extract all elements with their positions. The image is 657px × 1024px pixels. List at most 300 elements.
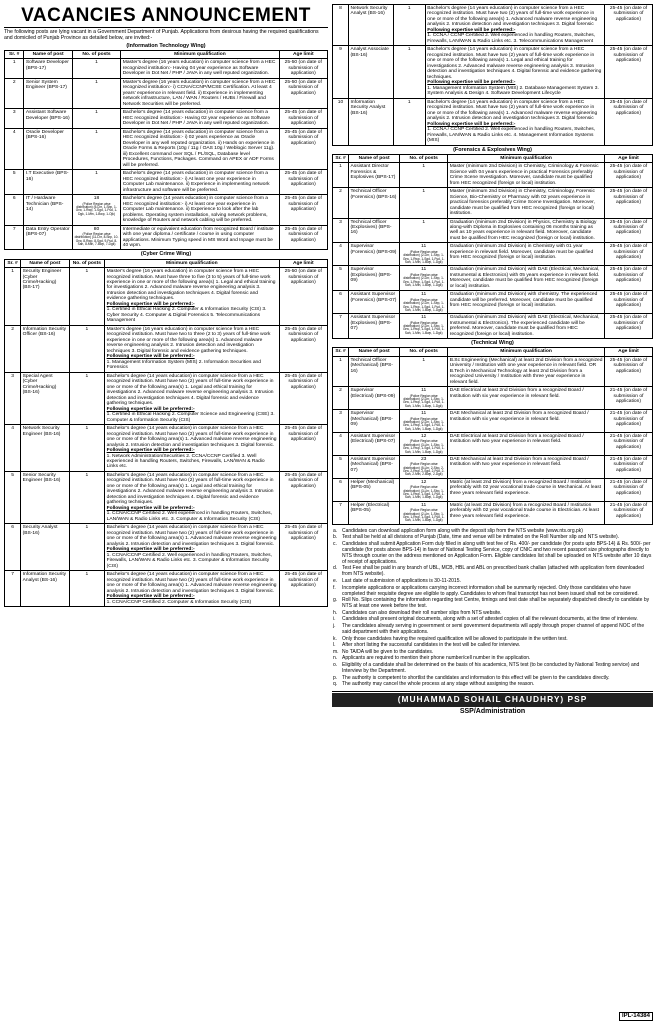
number-of-posts-cell <box>400 501 448 524</box>
region-distribution: (Police Region wise distribution) (5-Lhr, 1-Sbp, 1-Grw, 1-Rwp, 1-Sgd, 1-Fsd, 1-Dgk, 1-Mtn, 1-Bwp, 1-Ojk) <box>75 201 118 216</box>
col-qualification: Minimum qualification <box>448 154 605 162</box>
age-limit: 21-45 (on date of submission of application) <box>604 501 652 524</box>
instruction-item: a. Candidates can download application form along with the deposit slip from the NTS website (www.nts.org.pk) <box>340 528 653 534</box>
qualification-cell <box>448 188 605 218</box>
number-of-posts-cell <box>400 163 448 188</box>
post-name: Helper (Mechanical) (BPS-05) <box>349 478 400 501</box>
table-row <box>5 425 328 472</box>
qualification-text: Bachelor's degree (14 years education) in computer science from a HEC recognized institution:- i) At least one year experience in Computer Lab maintenance. ii) Experience in implementing network infrastructure and software will be preferred. <box>122 171 270 193</box>
age-limit: 25-45 (on date of submission of application) <box>604 218 652 243</box>
number-of-posts: 1 <box>85 525 89 531</box>
qualification-cell <box>425 98 604 145</box>
serial-number: 1 <box>333 356 349 386</box>
table-row <box>5 471 328 523</box>
preferred-expertise-heading: Following expertise will be preferred:- <box>106 505 195 511</box>
number-of-posts: 1 <box>85 326 89 332</box>
number-of-posts: 1 <box>95 79 98 85</box>
qualification-cell <box>448 243 605 266</box>
instruction-item: g. Roll No. Slips containing the information regarding test Centre, timings and test date shall be separately dispatched directly to candidate by NTS at least one week before the test. <box>340 597 653 609</box>
instruction-item: m. No TA/DA will be given to the candidates. <box>340 649 653 655</box>
number-of-posts-cell <box>69 425 105 472</box>
post-name: Information Security Analyst (BS-16) <box>349 98 394 145</box>
post-name: Senior Security Engineer (BS-16) <box>21 471 69 523</box>
serial-number: 8 <box>333 5 349 46</box>
serial-number: 1 <box>5 59 24 78</box>
region-distribution: (Police Region wise distribution) (2-Lhr, 1-Sbp, 1-Grw, 1-Rwp, 1-Sgd, 1-Fsd, 1-Sah, 1-Mtn, 1-Bwp, 1-Dgk) <box>402 416 445 431</box>
post-name: Software Developer (BPS-17) <box>24 59 72 78</box>
reference-number: IPL-14384 <box>619 1012 653 1021</box>
post-name: Assistant Supervisor (Mechanical) (BPS-07) <box>349 455 400 478</box>
serial-number: 6 <box>5 195 24 225</box>
age-limit: 25-45 (on date of submission of application) <box>279 195 327 225</box>
table-row <box>5 195 328 225</box>
post-name: Network Security Engineer (BS-16) <box>21 425 69 472</box>
number-of-posts: 11 <box>421 388 427 394</box>
qualification-text: Graduation (minimum 2nd Division) with DAE (Electrical, Mechanical, Instrumental & Electronics). The experienced candidate will be preferred. Moreover, candidate must be qualified from HEC recognized (foreign or local) institution. <box>449 315 600 337</box>
qualification-cell <box>105 471 279 523</box>
qualification-text: Graduation (minimum 2nd Division) with chemistry. The experienced candidate will be preferred. Moreover, candidate must be qualified from HEC recognized (foreign or local) institution. <box>449 292 598 309</box>
table-row <box>333 98 653 145</box>
post-name: Supervisor (Explosives) (BPS-09) <box>349 266 400 291</box>
signatory-name: (MUHAMMAD SOHAIL CHAUDHRY) PSP <box>332 693 653 706</box>
preferred-expertise-items: 1. Certified in Ethical Hacking 2. Computer & Information Security (CIS) 3. Cyber Security 4. Computer & Digital Forensics 5. Telecommunications Management <box>106 307 267 324</box>
table-row <box>333 387 653 410</box>
number-of-posts: 1 <box>85 426 89 432</box>
number-of-posts: 1 <box>422 357 426 363</box>
number-of-posts-cell <box>69 524 105 571</box>
table-row <box>333 266 653 291</box>
table-row <box>333 356 653 386</box>
instruction-item: p. The authority is competent to shortlist the candidates and information to this effect will be given to the candidates directly. <box>340 675 653 681</box>
age-limit: 25-45 (on date of submission of application) <box>604 46 652 98</box>
number-of-posts-cell <box>393 5 425 46</box>
preferred-expertise-heading: Following expertise will be preferred:- <box>427 27 516 33</box>
age-limit: 25-45 (on date of submission of application) <box>279 225 327 250</box>
preferred-expertise-items: 1. Management Information System (MIS) 2. Database Management System 3. System Analysis & Design 4. Software Development Lifecycle <box>427 85 599 97</box>
serial-number: 2 <box>333 188 349 218</box>
qualification-cell <box>105 268 279 326</box>
region-distribution: (Police Region wise distribution) (3-Lhr, 1-Sbp, 1-Grw, 1-Rwp, 1-Sgd, 1-Fsd, 1-Sah, 1-Mtn, 1-Bwp, 1-Dgk) <box>402 439 445 454</box>
col-posts: No. of posts <box>400 348 448 356</box>
number-of-posts: 80 <box>93 226 100 232</box>
preferred-expertise-items: 1. CCNA/CCNP Certified 2. Well experienced in handling Routers, Switches, Firewalls, LAN/WAN & Radio Links etc. 3. Computer & Information Security (CIS) <box>106 552 272 569</box>
instruction-item: l. After short listing the successful candidates in the test will be called for interview. <box>340 642 653 648</box>
age-limit: 21-45 (on date of submission of application) <box>604 478 652 501</box>
instruction-item: i. Candidates shall present original documents, along with a set of attested copies of all the relevant documents, at the time of interview. <box>340 616 653 622</box>
preferred-expertise-heading: Following expertise will be preferred:- <box>106 594 195 600</box>
qualification-cell <box>121 59 279 78</box>
qualification-text: Graduation (minimum 2nd Division) in Physics, Chemistry & Biology along-with Diploma in Explosives containing 06 months training as well as 10 years experience in relevant field. Moreover, candidate must be qualified from HEC recognized (foreign or local) institution. <box>449 219 597 241</box>
age-limit: 21-45 (on date of submission of application) <box>604 432 652 455</box>
region-distribution: (Police Region wise distribution) (2-Lhr, 1-Sbp, 1-Grw, 1-Rwp, 1-Sgd, 1-Fsd, 1-Sah, 1-Mtn, 1-Bwp, 1-Dgk) <box>402 393 445 408</box>
number-of-posts-cell <box>69 471 105 523</box>
region-distribution: (Police Region wise distribution) (2-Lhr, 1-Sbp, 1-Grw, 1-Rwp, 1-Sgd, 1-Fsd, 1-Sah, 1-Mtn, 1-Bwp, 1-Dgk) <box>402 272 445 287</box>
number-of-posts-cell <box>393 98 425 145</box>
serial-number: 5 <box>5 170 24 195</box>
post-name: Security Engineer (Cyber Crime/Hacking) (BS-17) <box>21 268 69 326</box>
age-limit: 25-45 (on date of submission of application) <box>604 188 652 218</box>
preferred-expertise-items: 1. CCNA/CCNP Certified 2. Well experienced in handling Routers, Switches, LAN/WAN & Radio Links etc. 3. Computer & Information Security (CIS) <box>106 511 272 522</box>
number-of-posts-cell <box>69 571 105 607</box>
table-row <box>5 78 328 108</box>
instruction-item: h. Candidates can also download their roll number slips from NTS website. <box>340 610 653 616</box>
number-of-posts: 11 <box>421 244 427 250</box>
table-row <box>333 243 653 266</box>
instructions <box>332 528 653 688</box>
serial-number: 4 <box>333 432 349 455</box>
serial-number: 7 <box>333 314 349 339</box>
post-name: Special Agent (Cyber Crime/Hacking) (BS-16) <box>21 372 69 424</box>
instruction-item: q. The authority may cancel the whole process at any stage without assigning the reason. <box>340 681 653 687</box>
number-of-posts-cell <box>400 356 448 386</box>
qualification-cell <box>105 425 279 472</box>
preferred-expertise-heading: Following expertise will be preferred:- <box>427 80 516 86</box>
number-of-posts-cell <box>72 170 120 195</box>
preferred-expertise-heading: Following expertise will be preferred:- <box>106 354 195 360</box>
qualification-text: Graduation (minimum 2nd Division) with DAE (Electrical, Mechanical, Instrumental & Electronics) with 05 years experience in relevant field. Moreover, candidate must be qualified from HEC recognized (foreign or local) institution. <box>449 267 600 289</box>
serial-number: 3 <box>5 372 21 424</box>
age-limit: 21-45 (on date of submission of application) <box>604 455 652 478</box>
region-distribution: (Police Region wise distribution) (2-Lhr, 1-Sbp, 1-Grw, 1-Rwp, 1-Sgd, 1-Fsd, 1-Sah, 1-Mtn, 1-Bwp, 1-Dgk) <box>402 508 445 523</box>
number-of-posts-cell <box>400 218 448 243</box>
age-limit: 25-45 (on date of submission of application) <box>279 128 327 169</box>
number-of-posts-cell <box>400 478 448 501</box>
age-limit: 25-45 (on date of submission of application) <box>279 524 327 571</box>
number-of-posts: 12 <box>420 479 427 485</box>
cyber-wing-table <box>4 259 328 608</box>
serial-number: 6 <box>333 478 349 501</box>
table-row <box>333 5 653 46</box>
number-of-posts: 1 <box>85 269 89 275</box>
col-name: Name of post <box>349 154 400 162</box>
qualification-cell <box>105 372 279 424</box>
region-distribution: (Police Region wise distribution) (3-Lhr, 1-Sbp, 1-Grw, 1-Rwp, 1-Sgd, 1-Fsd, 1-Sah, 1-Mtn, 1-Bwp, 1-Dgk) <box>402 485 445 500</box>
table-row <box>5 109 328 128</box>
preferred-expertise-items: 1. Network Administration/Securities 2. CCNA/CCNP Certified 3. Well experienced in handling Routers, Switches, Firewalls, LAN/WAN & Radio Links etc. <box>106 453 265 470</box>
number-of-posts-cell <box>393 46 425 98</box>
serial-number: 5 <box>333 266 349 291</box>
age-limit: 25-45 (on date of submission of application) <box>279 325 327 372</box>
table-row <box>333 314 653 339</box>
age-limit: 25-45 (on date of submission of application) <box>604 163 652 188</box>
qualification-cell <box>105 524 279 571</box>
qualification-cell <box>121 78 279 108</box>
number-of-posts: 11 <box>421 502 427 508</box>
number-of-posts: 11 <box>421 411 427 417</box>
table-row <box>333 291 653 314</box>
instruction-item: e. Last date of submission of applications is 30-11-2015. <box>340 578 653 584</box>
instruction-item: k. Only those candidates having the required qualification will be allowed to participate in the written test. <box>340 636 653 642</box>
qualification-text: Matric (at least 2nd Division) from a recognized Board / Institution preferably with 02 year vocational trade course in Electrician. At least three years relevant field experience. <box>449 502 599 519</box>
qualification-text: Bachelor's degree (14 years education) in computer science from a HEC recognized institution. Must have two (2) years of full-time work experience in one or more of the following area(s) 1. Advanced malware reverse engineering analysis 2. Intrusion detection and investigation techniques 3. Digital forensic. <box>106 426 277 448</box>
post-name: Assistant Director Forensics & Explosives (BPS-17) <box>349 163 400 188</box>
number-of-posts: 1 <box>85 572 89 578</box>
age-limit: 25-45 (on date of submission of application) <box>279 471 327 523</box>
number-of-posts: 11 <box>421 267 427 273</box>
qualification-text: Intermediate or equivalent education from recognized Board / institute with one year diploma / certificate / course in using computer applications. Minimum Typing speed in MS Word and Inpage must be 40 wpm. <box>122 226 274 248</box>
qualification-text: Master (minimum 2nd Division) in Chemistry, Criminology & Forensic Science with 04 years experience in practical Forensics preferably Crime Scene Investigation. Moreover, candidate must be qualified from HEC recognized (foreign or local) institution. <box>449 164 599 186</box>
qualification-cell <box>448 501 605 524</box>
age-limit: 25-50 (on date of submission of application) <box>279 268 327 326</box>
qualification-cell <box>121 170 279 195</box>
instruction-item: o. Eligibility of a candidate shall be determined on the basis of his academics, NTS test (to be conducted by National Testing service) and Interview by the Department. <box>340 662 653 674</box>
instruction-item: d. Test Fee shall be paid in any branch of UBL, MCB, HBL and ABL on prescribed bank challan (attached with application form downloaded from NTS website). <box>340 565 653 577</box>
qualification-cell <box>448 387 605 410</box>
number-of-posts-cell <box>69 268 105 326</box>
col-posts: No. of posts <box>400 154 448 162</box>
age-limit: 25-45 (on date of submission of application) <box>279 425 327 472</box>
qualification-text: B.Sc Engineering (Mechanical) at least 2nd Division from a recognized University / Institution with one year experience in relevant field. OR B.Tech in Mechanical Technology at least 2nd Division from a recognized University / Institution with three year experience in relevant field. <box>449 357 603 385</box>
number-of-posts: 11 <box>421 315 427 321</box>
region-distribution: (Police Region wise distribution) (2-Lhr, 1-Sbp, 1-Grw, 1-Rwp, 1-Sgd, 1-Fsd, 1-Sah, 1-Mtn, 1-Bwp, 1-Dgk) <box>402 249 445 265</box>
qualification-cell <box>105 571 279 607</box>
qualification-text: Bachelor's degree (14 years education) in computer science from a HEC recognized institution. Must have two (2) years of full-time work experience in one or more of the following area(s) 1. Advanced malware reverse engineering analysis 2. Intrusion detection and investigation techniques 3. Digital forensic. <box>106 572 277 594</box>
qualification-cell <box>448 163 605 188</box>
qualification-cell <box>121 109 279 128</box>
number-of-posts: 1 <box>85 472 89 478</box>
qualification-cell <box>448 266 605 291</box>
col-age: Age limit <box>604 348 652 356</box>
qualification-cell <box>425 5 604 46</box>
region-distribution: (Police Region wise distribution) (5-Lhr, 2-Sbp, 2-Grw, 2-Rwp, 2-Sgd, 2-Fsd, 2-Sah, 2-Mtn, 2-Bwp, 2-Dgk) <box>402 462 445 477</box>
number-of-posts: 1 <box>422 164 426 170</box>
col-name: Name of post <box>24 50 72 58</box>
age-limit: 25-45 (on date of submission of application) <box>604 5 652 46</box>
qualification-cell <box>448 356 605 386</box>
region-distribution: (Police Region wise distribution) (11-Lhr, 8-Sbp, 10-Grw, 8-Rwp, 8-Sgd, 9-Fsd, 8-Sah, 8-Mtn, 7-Bwp, 7-Dgk) <box>74 232 119 247</box>
age-limit: 25-45 (on date of submission of application) <box>279 109 327 128</box>
table-row <box>333 46 653 98</box>
number-of-posts-cell <box>400 387 448 410</box>
qualification-text: Bachelor's degree (14 years education) in computer science from a HEC recognized institution. Must have two (2) years of full-time work experience in one or more of the following area(s) 1. Legal and ethical training for investigations 2. Advanced malware reverse engineering analysis 3. Intrusion detection and investigation techniques 4. Digital forensic and evidence gathering techniques. <box>106 472 274 506</box>
age-limit: 21-45 (on date of submission of application) <box>604 410 652 433</box>
number-of-posts: 1 <box>407 99 411 105</box>
qualification-text: Master (minimum 2nd Division) in Chemistry, Criminology, Forensic Science, Bio-Chemistry or Pharmacy with 02 years experience in practical forensics preferably Crime Scene Investigation. Moreover, candidate must be qualified from HEC recognized (foreign or local) institution. <box>449 189 595 217</box>
post-name: Technical Officer (Mechanical) (BPS-16) <box>349 356 400 386</box>
age-limit: 25-45 (on date of submission of application) <box>279 372 327 424</box>
col-sr: Sr. # <box>333 348 349 356</box>
instruction-item: b. Test shall be held at all divisions of Punjab (Date, time and venue will be intimated on the Roll Number slip and NTS website). <box>340 534 653 540</box>
post-name: Assistant Supervisor (Explosives) (BPS-07) <box>349 314 400 339</box>
qualification-text: Master's degree (16 years education) in computer science from a HEC recognized institution. Must have three to five (3 to 5) years of full-time work experience in one or more of the following area(s) 1. Legal and ethical training for investigations 2. Advanced malware reverse engineering analysis 3. Intrusion detection and investigation techniques 4. Digital forensic and evidence gathering techniques. <box>106 269 276 302</box>
qualification-cell <box>448 218 605 243</box>
age-limit: 25-45 (on date of submission of application) <box>604 291 652 314</box>
forensic-wing-label: (Forensics & Explosives Wing) <box>453 146 532 153</box>
instruction-item: f. Incomplete applications or applications carrying incorrect information shall be summarily rejected. Only those candidates who have completed their requisite degree are eligible to apply. Candidates to whom final transcript has not been issued shall not be considered. <box>340 585 653 597</box>
number-of-posts-cell <box>400 291 448 314</box>
post-name: Network Security Analyst (BS-16) <box>349 5 394 46</box>
number-of-posts: 1 <box>95 171 98 177</box>
cyber-wing-label: (Cyber Crime Wing) <box>140 251 192 258</box>
table-row <box>5 372 328 424</box>
qualification-cell <box>121 195 279 225</box>
post-name: Assistant Supervisor (Forensics) (BPS-07) <box>349 291 400 314</box>
serial-number: 2 <box>5 78 24 108</box>
serial-number: 4 <box>5 128 24 169</box>
qualification-text: Master's degree (16 years education) in computer science from a HEC recognized institution:- Having 04 year experience as Software Developer in Dot Net / PHP / JAVA in any well reputed organization. <box>122 60 276 77</box>
signatory-title: SSP/Administration <box>459 707 526 715</box>
post-name: Technical Officer (Explosives) (BPS-16) <box>349 218 400 243</box>
qualification-cell <box>448 291 605 314</box>
qualification-cell <box>448 455 605 478</box>
preferred-expertise-heading: Following expertise will be preferred:- <box>106 547 195 553</box>
qualification-cell <box>425 46 604 98</box>
qualification-cell <box>121 128 279 169</box>
number-of-posts: 1 <box>407 6 411 11</box>
qualification-text: Master's degree (16 years education) in computer science from a HEC recognized institution. Must have two to three (2 to 3) years of full-time work experience in one or more of the following area(s) 1. Advanced malware reverse engineering analysis 2. Intrusion detection and investigation techniques 3. Digital forensic and evidence gathering techniques. <box>106 326 271 354</box>
table-row <box>333 410 653 433</box>
table-row <box>333 432 653 455</box>
serial-number: 7 <box>333 501 349 524</box>
region-distribution: (Police Region wise distribution) (2-Lhr, 1-Sbp, 1-Grw, 1-Rwp, 1-Sgd, 1-Fsd, 1-Sah, 1-Mtn, 1-Bwp, 1-Dgk) <box>402 297 445 312</box>
qualification-text: Bachelor's degree (14 years education) in computer science from a HEC recognized institution:- i) 02 years experience as Oracle Developer in any well reputed organization. ii) Hands on experience in Oracle Forms & Reports (10g / 11g / OAS 10g / Weblogic Server 11g). iii) Excellent command over SQL / PL/SQL, Database level Procedures, Functions, Packages. Command on APEX or ADF Forms will be preferred. <box>122 129 275 168</box>
serial-number: 1 <box>5 268 21 326</box>
serial-number: 2 <box>333 387 349 410</box>
col-age: Age limit <box>279 50 327 58</box>
number-of-posts-cell <box>400 432 448 455</box>
serial-number: 5 <box>333 455 349 478</box>
serial-number: 5 <box>5 471 21 523</box>
qualification-text: DAE Mechanical at least 2nd Division from a recognized Board / Institution with two year experience in relevant field. <box>449 456 589 468</box>
qualification-text: Bachelor's degree (14 years education) in computer science from a HEC recognized institution:- Having 02 year experience as Software Developer in Dot Net / PHP / JAVA in any well reputed organization. <box>122 110 271 127</box>
number-of-posts: 1 <box>422 189 426 195</box>
cyber-continued-table <box>332 4 653 146</box>
number-of-posts: 18 <box>93 196 100 202</box>
technical-wing-label: (Technical Wing) <box>471 340 514 347</box>
number-of-posts: 1 <box>95 60 98 66</box>
signature-block <box>332 691 653 715</box>
post-name: I.T Executive (BPS-16) <box>24 170 72 195</box>
region-distribution: (Police Region wise distribution) (2-Lhr, 1-Sbp, 1-Grw, 1-Rwp, 1-Sgd, 1-Fsd, 1-Sah, 1-Mtn, 1-Bwp, 1-Dgk) <box>402 320 445 335</box>
preferred-expertise-heading: Following expertise will be preferred:- <box>106 406 195 412</box>
post-name: Technical Officer (Forensics) (BPS-16) <box>349 188 400 218</box>
table-row <box>333 455 653 478</box>
forensic-wing-table <box>332 154 653 340</box>
table-row <box>5 571 328 607</box>
table-row <box>333 478 653 501</box>
table-row <box>5 268 328 326</box>
table-row <box>5 225 328 250</box>
table-row <box>333 188 653 218</box>
age-limit: 25-45 (on date of submission of application) <box>604 243 652 266</box>
number-of-posts-cell <box>69 325 105 372</box>
col-posts: No. of posts <box>72 50 120 58</box>
age-limit: 25-45 (on date of submission of application) <box>604 356 652 386</box>
post-name: Supervisor (Mechanical) (BPS-09) <box>349 410 400 433</box>
qualification-text: Bachelor's degree (14 years education) in computer science from a HEC recognized institution. Must have two (2) years of full-time work experience in one or more of the following area(s) 1. Legal and ethical training for investigations 2. Advanced malware reverse engineering analysis 3. Intrusion detection and investigation techniques 4. Digital forensic and evidence gathering techniques. <box>427 47 602 80</box>
age-limit: 25-45 (on date of submission of application) <box>279 170 327 195</box>
number-of-posts-cell <box>400 243 448 266</box>
preferred-expertise-items: 1. CCNA / CCNP Certified 2. Well experienced in handling Routers, Switches, Firewalls, LAN/WAN & Radio Links etc. 3. Telecommunications Management <box>427 33 596 44</box>
instruction-item: n. Applicants are required to mention their phone number/cell number in the application. <box>340 655 653 661</box>
qualification-text: DAE Electrical at least 2nd Division from a recognized Board / Institution with six year experience in relevant field. <box>449 388 584 399</box>
number-of-posts-cell <box>72 109 120 128</box>
post-name: Information Security Officer (BS-16) <box>21 325 69 372</box>
col-name: Name of post <box>21 259 69 267</box>
age-limit: 25-45 (on date of submission of application) <box>604 98 652 145</box>
post-name: Analyst Associate (BS-16) <box>349 46 394 98</box>
age-limit: 25-50 (on date of submission of application) <box>279 78 327 108</box>
table-row <box>5 170 328 195</box>
number-of-posts: 12 <box>420 433 427 439</box>
serial-number: 9 <box>333 46 349 98</box>
col-qualification: Minimum qualification <box>121 50 279 58</box>
col-age: Age limit <box>604 154 652 162</box>
age-limit: 25-45 (on date of submission of application) <box>604 266 652 291</box>
qualification-text: Master's degree (16 years education) in computer science from a HEC recognized institution:- i) CCNA/CCNP/MCSE Certification. At least 4 years' experience in relevant field. ii) Experience in implementing network infrastructure, LAN / WAN / Routers / HUBs / Firewall and Network Securities will be preferred. <box>122 79 276 107</box>
post-name: IT / Hardware Technician (BPS-14) <box>24 195 72 225</box>
instruction-item: j. The candidates already serving in government or semi government departments will apply through proper channel of append NOC of the said department with their applications. <box>340 623 653 635</box>
table-row <box>5 59 328 78</box>
serial-number: 3 <box>5 109 24 128</box>
number-of-posts-cell <box>72 128 120 169</box>
serial-number: 6 <box>5 524 21 571</box>
left-column <box>4 4 328 1024</box>
preferred-expertise-heading: Following expertise will be preferred:- <box>427 121 516 127</box>
table-row <box>5 325 328 372</box>
number-of-posts-cell <box>72 225 120 250</box>
qualification-text: Bachelor's degree (14 years education) in computer science from a HEC recognized institution:- i) At least one year experience in Computer Lab maintenance. ii) Experience to look after the lab problems. Operating system installation, solving network problems, knowledge of Routers and network cabling will be preferred. <box>122 196 269 224</box>
post-name: Oracle Developer (BPS-16) <box>24 128 72 169</box>
col-sr: Sr. # <box>5 50 24 58</box>
qualification-cell <box>448 478 605 501</box>
preferred-expertise-items: 1. Management Information System (MIS) 2. Information Securities and Forensics <box>106 359 261 371</box>
qualification-text: Matric (at least 2nd Division) from a recognized Board / Institution preferably with 02 year vocational trade course in Mechanical. At least three years relevant field experience. <box>449 479 602 496</box>
qualification-cell <box>448 410 605 433</box>
serial-number: 4 <box>333 243 349 266</box>
age-limit: 21-45 (on date of submission of application) <box>604 387 652 410</box>
instruction-item: c. Candidates shall submit Application Form duly filled in along with test fee of Rs. 400/- per candidate (for posts upto BPS-14) & Rs. 500/- per candidate (for posts above BPS-14) in favor of National Testing Service, copy of CNIC and two recent passport size photographs directly to NTS through courier on the address mentioned on Application Form. Eligible candidates list shall be uploaded on NTS website after 10 days of receipt of applications. <box>340 541 653 565</box>
qualification-text: Graduation (minimum 2nd Division) in Chemistry with 01 year experience in relevant field. Moreover, candidate must be qualified from HEC recognized (foreign or local) institution. <box>449 244 594 261</box>
technical-wing-table <box>332 347 653 524</box>
age-limit: 25-45 (on date of submission of application) <box>279 571 327 607</box>
page-title: VACANCIES ANNOUNCEMENT <box>4 4 328 28</box>
post-name: Assistant Software Developer (BPS-16) <box>24 109 72 128</box>
serial-number: 1 <box>333 163 349 188</box>
number-of-posts-cell <box>72 59 120 78</box>
qualification-text: DAE Mechanical at least 2nd Division from a recognized Board / Institution with six year experience in relevant field. <box>449 411 589 422</box>
col-age: Age limit <box>279 259 327 267</box>
post-name: Helper (Electrical) (BPS-05) <box>349 501 400 524</box>
serial-number: 7 <box>5 571 21 607</box>
number-of-posts-cell <box>72 78 120 108</box>
right-column <box>332 4 653 1024</box>
qualification-cell <box>448 432 605 455</box>
table-row <box>5 128 328 169</box>
number-of-posts-cell <box>72 195 120 225</box>
table-row <box>333 501 653 524</box>
serial-number: 6 <box>333 291 349 314</box>
table-row <box>333 163 653 188</box>
number-of-posts: 1 <box>95 110 98 116</box>
post-name: Supervisor (Forensics) (BPS-09) <box>349 243 400 266</box>
qualification-text: Bachelor's degree (14 years education) in computer science from a HEC recognized institution. Must have two (2) years of full-time work experience in one or more of the following area(s) 1. Advanced malware reverse engineering analysis 2. Intrusion detection and investigation techniques 3. Digital forensic. <box>106 525 277 547</box>
number-of-posts-cell <box>400 266 448 291</box>
number-of-posts: 1 <box>407 47 411 53</box>
table-row <box>333 218 653 243</box>
col-sr: Sr. # <box>5 259 21 267</box>
preferred-expertise-items: 1. CCNA/CCNP Certified 2. Computer & Information Security (CIS) <box>106 599 252 605</box>
col-name: Name of post <box>349 348 400 356</box>
number-of-posts: 11 <box>421 292 427 298</box>
post-name: Senior System Engineer (BPS-17) <box>24 78 72 108</box>
qualification-cell <box>121 225 279 250</box>
qualification-text: Bachelor's degree (14 years education) in computer science from a HEC recognized institution. Must have two (2) years of full-time work experience in one or more of the following area(s) 1. Advanced malware reverse engineering analysis 2. Intrusion detection and investigation techniques 3. Digital forensic <box>427 6 598 28</box>
col-qualification: Minimum qualification <box>105 259 279 267</box>
number-of-posts-cell <box>69 372 105 424</box>
age-limit: 25-45 (on date of submission of application) <box>604 314 652 339</box>
serial-number: 4 <box>5 425 21 472</box>
